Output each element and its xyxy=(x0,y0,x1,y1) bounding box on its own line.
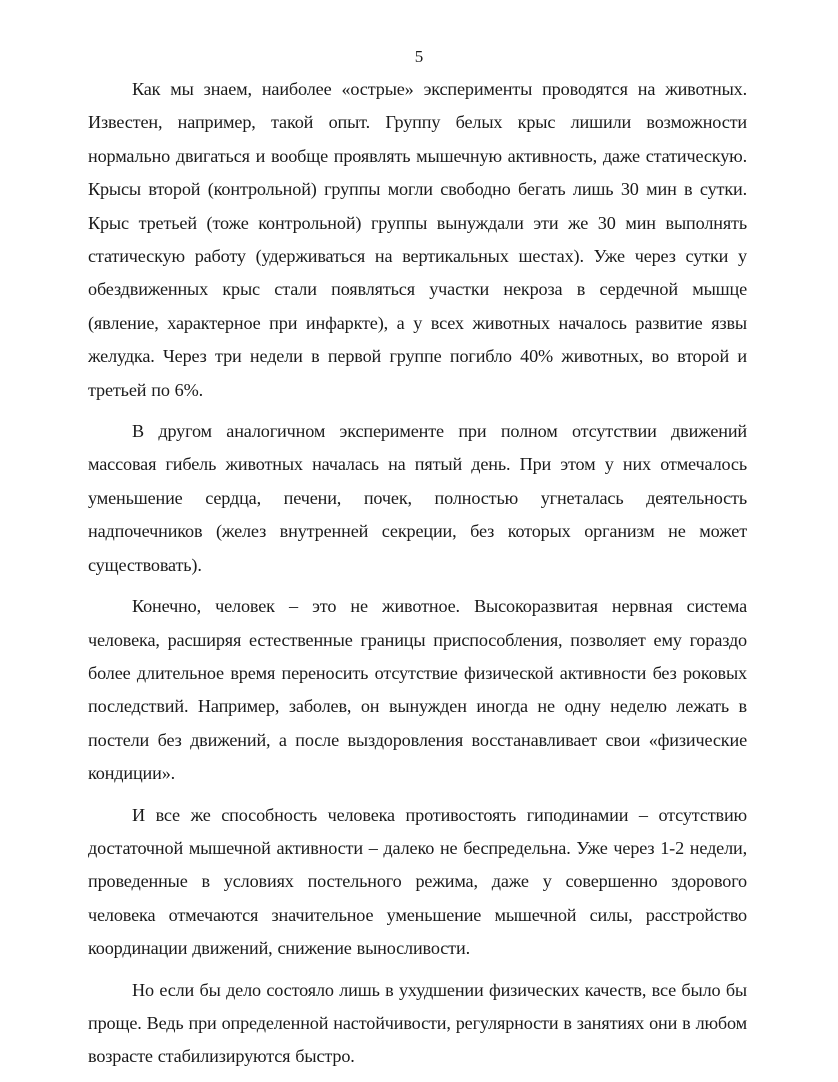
paragraph-4: И все же способность человека противостоять гиподинамии – отсутствию достаточной мышечной активности – далеко не беспредельна. Уже через 1-2 недели, проведенные в условиях постельного режима, даже у совершенно здорового человека отмечаются значительное уменьшение мышечной силы, расстройство координации движений, снижение выносливости. xyxy=(88,804,747,959)
paragraph-3: Конечно, человек – это не животное. Высокоразвитая нервная система человека, расширяя естественные границы приспособления, позволяет ему гораздо более длительное время переносить отсутствие физической активности без роковых последствий. Например, заболев, он вынужден иногда не одну неделю лежать в постели без движений, а после выздоровления восстанавливает свои «физические кондиции». xyxy=(88,596,747,784)
paragraph-1: Как мы знаем, наиболее «острые» эксперименты проводятся на животных. Известен, например, такой опыт. Группу белых крыс лишили возможности нормально двигаться и вообще проявлять мышечную активность, даже статическую. Крысы второй (контрольной) группы могли свободно бегать лишь 30 мин в сутки. Крыс третьей (тоже контрольной) группы вынуждали эти же 30 мин выполнять статическую работу (удерживаться на вертикальных шестах). Уже через сутки у обездвиженных крыс стали появляться участки некроза в сердечной мышце (явление, характерное при инфаркте), а у всех животных началось развитие язвы желудка. Через три недели в первой группе погибло 40% животных, во второй и третьей по 6%. xyxy=(88,79,747,400)
page-number: 5 xyxy=(414,47,424,66)
paragraph-2: В другом аналогичном эксперименте при полном отсутствии движений массовая гибель животных началась на пятый день. При этом у них отмечалось уменьшение сердца, печени, почек, полностью угнеталась деятельность надпочечников (желез внутренней секреции, без которых организм не может существовать). xyxy=(88,421,747,575)
paragraph-5: Но если бы дело состояло лишь в ухудшении физических качеств, все было бы проще. Ведь при определенной настойчивости, регулярности в занятиях они в любом возрасте стабилизируются быстро. xyxy=(88,979,747,1067)
body-text xyxy=(88,73,747,1082)
